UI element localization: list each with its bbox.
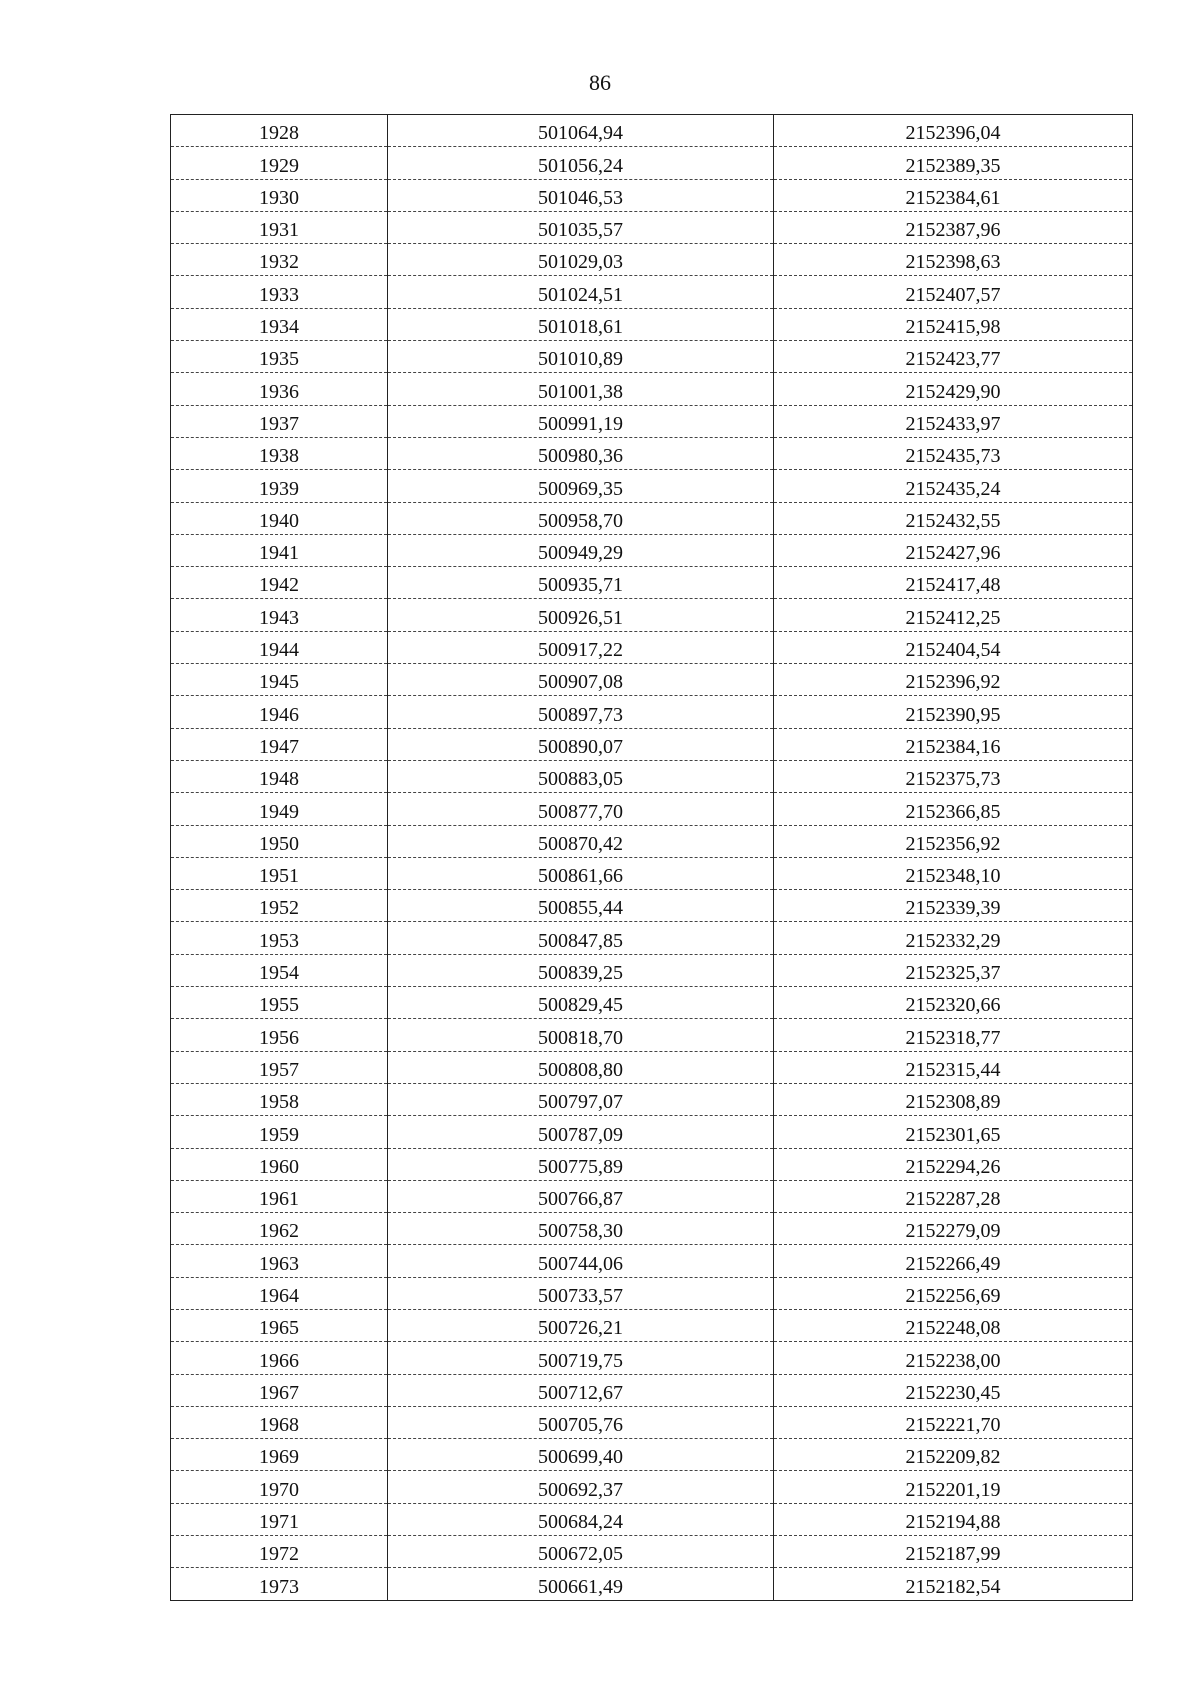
point-number-cell: 1956 [171, 1019, 388, 1051]
x-coordinate-cell: 501018,61 [388, 308, 774, 340]
table-row [171, 664, 1133, 696]
x-coordinate-cell: 500991,19 [388, 405, 774, 437]
point-number-cell: 1951 [171, 857, 388, 889]
table-row [171, 502, 1133, 534]
x-coordinate-cell: 500719,75 [388, 1342, 774, 1374]
y-coordinate-cell: 2152427,96 [774, 534, 1133, 566]
x-coordinate-cell: 500808,80 [388, 1051, 774, 1083]
y-coordinate-cell: 2152301,65 [774, 1116, 1133, 1148]
y-coordinate-cell: 2152412,25 [774, 599, 1133, 631]
table-row [171, 760, 1133, 792]
x-coordinate-cell: 500733,57 [388, 1277, 774, 1309]
y-coordinate-cell: 2152356,92 [774, 825, 1133, 857]
point-number-cell: 1968 [171, 1406, 388, 1438]
point-number-cell: 1959 [171, 1116, 388, 1148]
x-coordinate-cell: 500787,09 [388, 1116, 774, 1148]
table-row [171, 1245, 1133, 1277]
x-coordinate-cell: 500712,67 [388, 1374, 774, 1406]
x-coordinate-cell: 501035,57 [388, 211, 774, 243]
point-number-cell: 1963 [171, 1245, 388, 1277]
y-coordinate-cell: 2152339,39 [774, 890, 1133, 922]
table-row [171, 954, 1133, 986]
table-row [171, 1051, 1133, 1083]
y-coordinate-cell: 2152389,35 [774, 147, 1133, 179]
x-coordinate-cell: 500969,35 [388, 470, 774, 502]
point-number-cell: 1962 [171, 1213, 388, 1245]
x-coordinate-cell: 500692,37 [388, 1471, 774, 1503]
table-row [171, 922, 1133, 954]
y-coordinate-cell: 2152429,90 [774, 373, 1133, 405]
x-coordinate-cell: 500766,87 [388, 1180, 774, 1212]
point-number-cell: 1945 [171, 664, 388, 696]
point-number-cell: 1929 [171, 147, 388, 179]
x-coordinate-cell: 500672,05 [388, 1536, 774, 1568]
point-number-cell: 1937 [171, 405, 388, 437]
x-coordinate-cell: 500758,30 [388, 1213, 774, 1245]
y-coordinate-cell: 2152256,69 [774, 1277, 1133, 1309]
y-coordinate-cell: 2152348,10 [774, 857, 1133, 889]
table-row [171, 696, 1133, 728]
point-number-cell: 1942 [171, 567, 388, 599]
point-number-cell: 1940 [171, 502, 388, 534]
page-number: 86 [589, 70, 611, 95]
x-coordinate-cell: 500818,70 [388, 1019, 774, 1051]
y-coordinate-cell: 2152194,88 [774, 1503, 1133, 1535]
coordinates-table [170, 114, 1133, 1601]
x-coordinate-cell: 500883,05 [388, 760, 774, 792]
table-row [171, 1374, 1133, 1406]
x-coordinate-cell: 500699,40 [388, 1439, 774, 1471]
coordinates-table-body [171, 115, 1133, 1601]
point-number-cell: 1966 [171, 1342, 388, 1374]
x-coordinate-cell: 500958,70 [388, 502, 774, 534]
x-coordinate-cell: 500726,21 [388, 1309, 774, 1341]
table-row [171, 567, 1133, 599]
table-row [171, 857, 1133, 889]
point-number-cell: 1935 [171, 341, 388, 373]
x-coordinate-cell: 500949,29 [388, 534, 774, 566]
y-coordinate-cell: 2152279,09 [774, 1213, 1133, 1245]
table-row [171, 115, 1133, 147]
x-coordinate-cell: 501024,51 [388, 276, 774, 308]
y-coordinate-cell: 2152407,57 [774, 276, 1133, 308]
point-number-cell: 1972 [171, 1536, 388, 1568]
table-row [171, 1568, 1133, 1600]
table-row [171, 825, 1133, 857]
point-number-cell: 1944 [171, 631, 388, 663]
y-coordinate-cell: 2152182,54 [774, 1568, 1133, 1600]
y-coordinate-cell: 2152332,29 [774, 922, 1133, 954]
table-row [171, 147, 1133, 179]
y-coordinate-cell: 2152308,89 [774, 1083, 1133, 1115]
point-number-cell: 1931 [171, 211, 388, 243]
table-row [171, 1503, 1133, 1535]
x-coordinate-cell: 500926,51 [388, 599, 774, 631]
x-coordinate-cell: 501001,38 [388, 373, 774, 405]
x-coordinate-cell: 500847,85 [388, 922, 774, 954]
point-number-cell: 1969 [171, 1439, 388, 1471]
y-coordinate-cell: 2152396,04 [774, 115, 1133, 147]
y-coordinate-cell: 2152387,96 [774, 211, 1133, 243]
table-row [171, 211, 1133, 243]
y-coordinate-cell: 2152435,73 [774, 437, 1133, 469]
x-coordinate-cell: 501029,03 [388, 244, 774, 276]
x-coordinate-cell: 500839,25 [388, 954, 774, 986]
y-coordinate-cell: 2152209,82 [774, 1439, 1133, 1471]
point-number-cell: 1971 [171, 1503, 388, 1535]
point-number-cell: 1933 [171, 276, 388, 308]
table-row [171, 405, 1133, 437]
point-number-cell: 1958 [171, 1083, 388, 1115]
table-row [171, 276, 1133, 308]
table-row [171, 987, 1133, 1019]
x-coordinate-cell: 500797,07 [388, 1083, 774, 1115]
point-number-cell: 1930 [171, 179, 388, 211]
table-row [171, 1439, 1133, 1471]
point-number-cell: 1947 [171, 728, 388, 760]
point-number-cell: 1939 [171, 470, 388, 502]
y-coordinate-cell: 2152221,70 [774, 1406, 1133, 1438]
point-number-cell: 1960 [171, 1148, 388, 1180]
y-coordinate-cell: 2152230,45 [774, 1374, 1133, 1406]
y-coordinate-cell: 2152187,99 [774, 1536, 1133, 1568]
y-coordinate-cell: 2152320,66 [774, 987, 1133, 1019]
point-number-cell: 1952 [171, 890, 388, 922]
table-row [171, 728, 1133, 760]
y-coordinate-cell: 2152398,63 [774, 244, 1133, 276]
x-coordinate-cell: 500980,36 [388, 437, 774, 469]
y-coordinate-cell: 2152248,08 [774, 1309, 1133, 1341]
table-row [171, 1406, 1133, 1438]
y-coordinate-cell: 2152315,44 [774, 1051, 1133, 1083]
x-coordinate-cell: 500861,66 [388, 857, 774, 889]
point-number-cell: 1953 [171, 922, 388, 954]
point-number-cell: 1954 [171, 954, 388, 986]
point-number-cell: 1938 [171, 437, 388, 469]
x-coordinate-cell: 500705,76 [388, 1406, 774, 1438]
point-number-cell: 1936 [171, 373, 388, 405]
table-row [171, 179, 1133, 211]
y-coordinate-cell: 2152318,77 [774, 1019, 1133, 1051]
y-coordinate-cell: 2152404,54 [774, 631, 1133, 663]
y-coordinate-cell: 2152390,95 [774, 696, 1133, 728]
y-coordinate-cell: 2152435,24 [774, 470, 1133, 502]
y-coordinate-cell: 2152432,55 [774, 502, 1133, 534]
table-row [171, 1148, 1133, 1180]
point-number-cell: 1961 [171, 1180, 388, 1212]
point-number-cell: 1948 [171, 760, 388, 792]
table-row [171, 1309, 1133, 1341]
x-coordinate-cell: 500917,22 [388, 631, 774, 663]
point-number-cell: 1932 [171, 244, 388, 276]
table-row [171, 1019, 1133, 1051]
table-row [171, 437, 1133, 469]
x-coordinate-cell: 500907,08 [388, 664, 774, 696]
x-coordinate-cell: 501064,94 [388, 115, 774, 147]
table-row [171, 631, 1133, 663]
y-coordinate-cell: 2152201,19 [774, 1471, 1133, 1503]
x-coordinate-cell: 500775,89 [388, 1148, 774, 1180]
point-number-cell: 1964 [171, 1277, 388, 1309]
table-row [171, 890, 1133, 922]
y-coordinate-cell: 2152238,00 [774, 1342, 1133, 1374]
table-row [171, 599, 1133, 631]
table-row [171, 1180, 1133, 1212]
x-coordinate-cell: 501046,53 [388, 179, 774, 211]
table-row [171, 1471, 1133, 1503]
x-coordinate-cell: 501010,89 [388, 341, 774, 373]
y-coordinate-cell: 2152384,61 [774, 179, 1133, 211]
point-number-cell: 1941 [171, 534, 388, 566]
table-row [171, 1116, 1133, 1148]
point-number-cell: 1970 [171, 1471, 388, 1503]
y-coordinate-cell: 2152294,26 [774, 1148, 1133, 1180]
x-coordinate-cell: 500684,24 [388, 1503, 774, 1535]
table-row [171, 373, 1133, 405]
point-number-cell: 1955 [171, 987, 388, 1019]
point-number-cell: 1928 [171, 115, 388, 147]
point-number-cell: 1965 [171, 1309, 388, 1341]
y-coordinate-cell: 2152433,97 [774, 405, 1133, 437]
point-number-cell: 1946 [171, 696, 388, 728]
x-coordinate-cell: 500661,49 [388, 1568, 774, 1600]
y-coordinate-cell: 2152366,85 [774, 793, 1133, 825]
point-number-cell: 1967 [171, 1374, 388, 1406]
y-coordinate-cell: 2152415,98 [774, 308, 1133, 340]
table-row [171, 470, 1133, 502]
table-row [171, 1536, 1133, 1568]
y-coordinate-cell: 2152325,37 [774, 954, 1133, 986]
y-coordinate-cell: 2152384,16 [774, 728, 1133, 760]
table-row [171, 244, 1133, 276]
x-coordinate-cell: 500897,73 [388, 696, 774, 728]
table-row [171, 1342, 1133, 1374]
y-coordinate-cell: 2152287,28 [774, 1180, 1133, 1212]
table-row [171, 1213, 1133, 1245]
x-coordinate-cell: 500890,07 [388, 728, 774, 760]
y-coordinate-cell: 2152375,73 [774, 760, 1133, 792]
point-number-cell: 1950 [171, 825, 388, 857]
x-coordinate-cell: 500744,06 [388, 1245, 774, 1277]
x-coordinate-cell: 500877,70 [388, 793, 774, 825]
point-number-cell: 1934 [171, 308, 388, 340]
x-coordinate-cell: 500935,71 [388, 567, 774, 599]
point-number-cell: 1943 [171, 599, 388, 631]
table-row [171, 793, 1133, 825]
y-coordinate-cell: 2152396,92 [774, 664, 1133, 696]
x-coordinate-cell: 500855,44 [388, 890, 774, 922]
y-coordinate-cell: 2152266,49 [774, 1245, 1133, 1277]
y-coordinate-cell: 2152417,48 [774, 567, 1133, 599]
x-coordinate-cell: 501056,24 [388, 147, 774, 179]
point-number-cell: 1973 [171, 1568, 388, 1600]
table-row [171, 308, 1133, 340]
x-coordinate-cell: 500829,45 [388, 987, 774, 1019]
table-row [171, 1083, 1133, 1115]
y-coordinate-cell: 2152423,77 [774, 341, 1133, 373]
point-number-cell: 1949 [171, 793, 388, 825]
table-row [171, 1277, 1133, 1309]
x-coordinate-cell: 500870,42 [388, 825, 774, 857]
table-row [171, 534, 1133, 566]
table-row [171, 341, 1133, 373]
point-number-cell: 1957 [171, 1051, 388, 1083]
